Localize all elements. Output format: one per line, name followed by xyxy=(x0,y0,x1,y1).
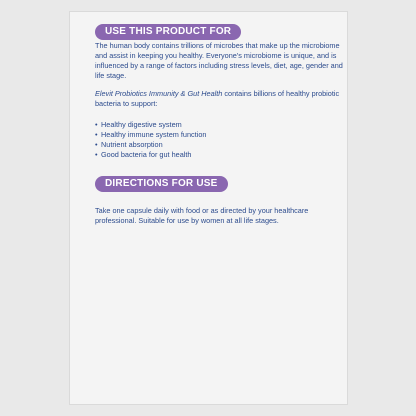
bullet-icon: • xyxy=(95,130,98,139)
list-item: • Healthy immune system function xyxy=(95,130,207,139)
info-panel xyxy=(69,11,348,405)
list-item: • Good bacteria for gut health xyxy=(95,150,192,159)
product-name: Elevit Probiotics Immunity & Gut Health xyxy=(95,89,223,98)
list-item: • Healthy digestive system xyxy=(95,120,182,129)
bullet-icon: • xyxy=(95,120,98,129)
section-heading-use: USE THIS PRODUCT FOR xyxy=(95,24,241,40)
bullet-icon: • xyxy=(95,140,98,149)
bullet-icon: • xyxy=(95,150,98,159)
benefits-list xyxy=(95,120,343,160)
microbiome-paragraph: The human body contains trillions of microbes that make up the microbiome and assist in keeping you healthy. Everyone's microbiome is unique, and is influenced by a range of factors including stress levels, diet, age, gender and life stage. xyxy=(95,41,343,80)
list-item: • Nutrient absorption xyxy=(95,140,163,149)
product-paragraph xyxy=(95,89,343,109)
section-heading-directions: DIRECTIONS FOR USE xyxy=(95,176,228,192)
product-paragraph-rest: contains billions of healthy probiotic bacteria to support: xyxy=(95,89,340,108)
directions-paragraph: Take one capsule daily with food or as directed by your healthcare professional. Suitable for use by women at all life stages. xyxy=(95,206,309,225)
